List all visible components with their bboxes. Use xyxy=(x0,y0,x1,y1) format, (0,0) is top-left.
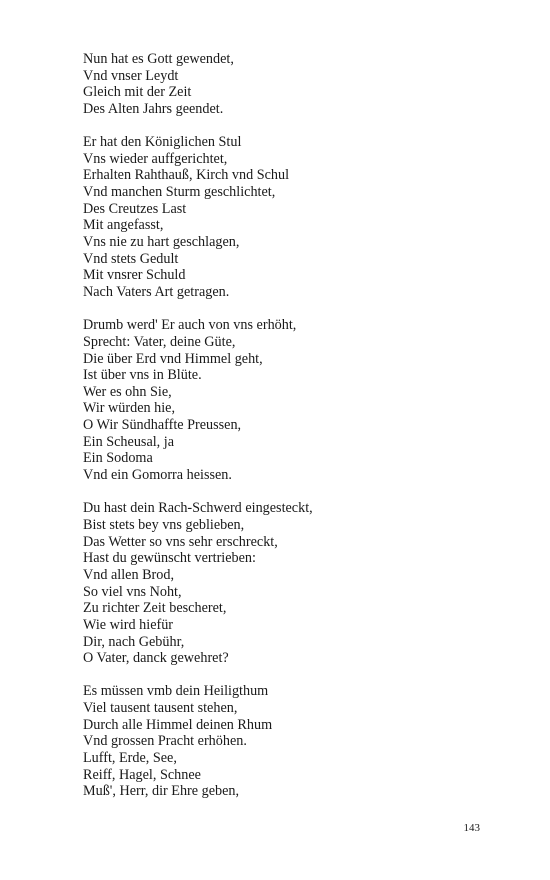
stanza xyxy=(83,683,503,800)
poem-line: Vnd grossen Pracht erhöhen. xyxy=(83,733,247,750)
poem-line: O Vater, danck gewehret? xyxy=(83,650,229,667)
poem-line: Vns wieder auffgerichtet, xyxy=(83,150,228,167)
stanza xyxy=(83,134,503,301)
poem-line: Nun hat es Gott gewendet, xyxy=(83,51,234,67)
poem-line: Viel tausent tausent stehen, xyxy=(83,699,238,716)
poem-line: Durch alle Himmel deinen Rhum xyxy=(83,716,273,733)
poem-line: Ein Sodoma xyxy=(83,450,153,467)
poem-line: Gleich mit der Zeit xyxy=(83,84,192,101)
poem-line: Die über Erd vnd Himmel geht, xyxy=(83,350,263,367)
poem-line: Du hast dein Rach-Schwerd eingesteckt, xyxy=(83,500,313,517)
poem-line: Wir würden hie, xyxy=(83,400,176,417)
poem-line: Vnd vnser Leydt xyxy=(83,67,179,84)
poem-line: Wie wird hiefür xyxy=(83,616,174,633)
poem-line: Wer es ohn Sie, xyxy=(83,383,172,400)
poem-line: Dir, nach Gebühr, xyxy=(83,633,185,650)
poem-line: Hast du gewünscht vertrieben: xyxy=(83,550,256,567)
poem-line: Vns nie zu hart geschlagen, xyxy=(83,234,240,251)
poem-line: Erhalten Rahthauß, Kirch vnd Schul xyxy=(83,167,290,184)
poem-line: Reiff, Hagel, Schnee xyxy=(83,766,201,783)
poem-line: Vnd allen Brod, xyxy=(83,566,175,583)
poem-line: Vnd ein Gomorra heissen. xyxy=(83,467,232,484)
stanza xyxy=(83,500,503,667)
poem-line: Zu richter Zeit bescheret, xyxy=(83,600,227,617)
poem-line: Er hat den Königlichen Stul xyxy=(83,134,242,151)
poem-line: Muß', Herr, dir Ehre geben, xyxy=(83,783,240,800)
poem-line: Vnd stets Gedult xyxy=(83,250,179,267)
poem-line: Ist über vns in Blüte. xyxy=(83,367,202,384)
poem-line: Des Creutzes Last xyxy=(83,200,187,217)
poem-line: Bist stets bey vns geblieben, xyxy=(83,516,245,533)
stanza xyxy=(83,51,503,118)
poem-line: O Wir Sündhaffte Preussen, xyxy=(83,417,242,434)
page-number: 143 xyxy=(463,822,480,834)
poem-line: Mit angefasst, xyxy=(83,217,164,234)
poem-line: Das Wetter so vns sehr erschreckt, xyxy=(83,533,278,550)
poem-line: Mit vnsrer Schuld xyxy=(83,267,186,284)
poem-line: Des Alten Jahrs geendet. xyxy=(83,100,224,117)
poem-line: Nach Vaters Art getragen. xyxy=(83,284,230,301)
poem-line: Lufft, Erde, See, xyxy=(83,749,177,766)
poem-line: Vnd manchen Sturm geschlichtet, xyxy=(83,184,276,201)
poem-line: Drumb werd' Er auch von vns erhöht, xyxy=(83,317,297,334)
poem-line: Sprecht: Vater, deine Güte, xyxy=(83,333,236,350)
poem-line: Es müssen vmb dein Heiligthum xyxy=(83,683,269,700)
poem-line: Ein Scheusal, ja xyxy=(83,433,175,450)
poem-text xyxy=(83,51,503,816)
poem-line: So viel vns Noht, xyxy=(83,583,182,600)
stanza xyxy=(83,317,503,484)
